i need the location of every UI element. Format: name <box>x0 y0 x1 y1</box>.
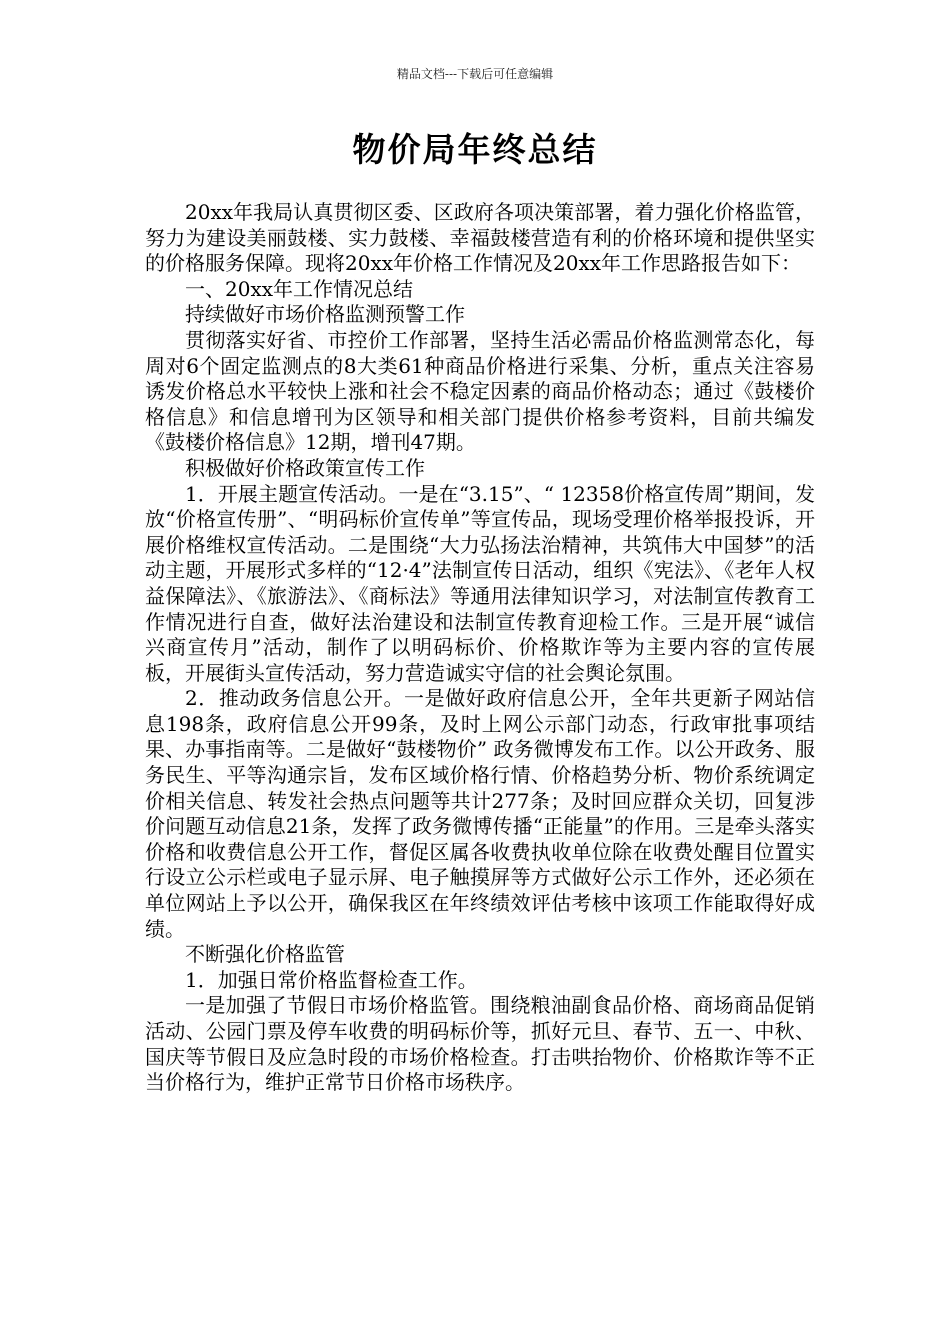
body-paragraph: 贯彻落实好省、市控价工作部署，坚持生活必需品价格监测常态化，每周对6个固定监测点的8大类61种商品价格进行采集、分析，重点关注容易诱发价格总水平较快上涨和社会不稳定因素的商品价格动态；通过《鼓楼价格信息》和信息增刊为区领导和相关部门提供价格参考资料，目前共编发《鼓楼价格信息》12期，增刊47期。 <box>145 327 815 455</box>
subsection-heading: 持续做好市场价格监测预警工作 <box>185 302 465 327</box>
subsection-heading: 积极做好价格政策宣传工作 <box>185 455 425 480</box>
body-paragraph: 2．推动政务信息公开。一是做好政府信息公开，全年共更新子网站信息198条，政府信息公开99条，及时上网公示部门动态，行政审批事项结果、办事指南等。二是做好“鼓楼物价” 政务微博发布工作。以公开政务、服务民生、平等沟通宗旨，发布区域价格行情、价格趋势分析、物价系统调定价相关信息、转发社会热点问题等共计277条；及时回应群众关切，回复涉价问题互动信息21条，发挥了政务微博传播“正能量”的作用。三是牵头落实价格和收费信息公开工作，督促区属各收费执收单位除在收费处醒目位置实行设立公示栏或电子显示屏、电子触摸屏等方式做好公示工作外，还必须在单位网站上予以公开，确保我区在年终绩效评估考核中该项工作能取得好成绩。 <box>145 686 815 941</box>
header-note: 精品文档---下载后可任意编辑 <box>396 67 554 81</box>
document-body <box>145 200 815 1096</box>
section-heading: 一、20xx年工作情况总结 <box>185 276 414 301</box>
page-title: 物价局年终总结 <box>352 130 598 169</box>
item-heading: 1．加强日常价格监督检查工作。 <box>185 967 478 992</box>
body-paragraph: 1．开展主题宣传活动。一是在“3.15”、“ 12358价格宣传周”期间，发放“价格宣传册”、“明码标价宣传单”等宣传品，现场受理价格举报投诉，开展价格维权宣传活动。二是围绕“大力弘扬法治精神，共筑伟大中国梦”的活动主题，开展形式多样的“12·4”法制宣传日活动，组织《宪法》、《老年人权益保障法》、《旅游法》、《商标法》等通用法律知识学习，对法制宣传教育工作情况进行自查，做好法治建设和法制宣传教育迎检工作。三是开展“诚信兴商宣传月”活动，制作了以明码标价、价格欺诈等为主要内容的宣传展板，开展街头宣传活动，努力营造诚实守信的社会舆论氛围。 <box>145 481 815 685</box>
subsection-heading: 不断强化价格监管 <box>185 942 345 967</box>
intro-paragraph: 20xx年我局认真贯彻区委、区政府各项决策部署，着力强化价格监管，努力为建设美丽鼓楼、实力鼓楼、幸福鼓楼营造有利的价格环境和提供坚实的价格服务保障。现将20xx年价格工作情况及20xx年工作思路报告如下： <box>145 200 815 276</box>
body-paragraph: 一是加强了节假日市场价格监管。围绕粮油副食品价格、商场商品促销活动、公园门票及停车收费的明码标价等，抓好元旦、春节、五一、中秋、国庆等节假日及应急时段的市场价格检查。打击哄抬物价、价格欺诈等不正当价格行为，维护正常节日价格市场秩序。 <box>145 993 815 1095</box>
